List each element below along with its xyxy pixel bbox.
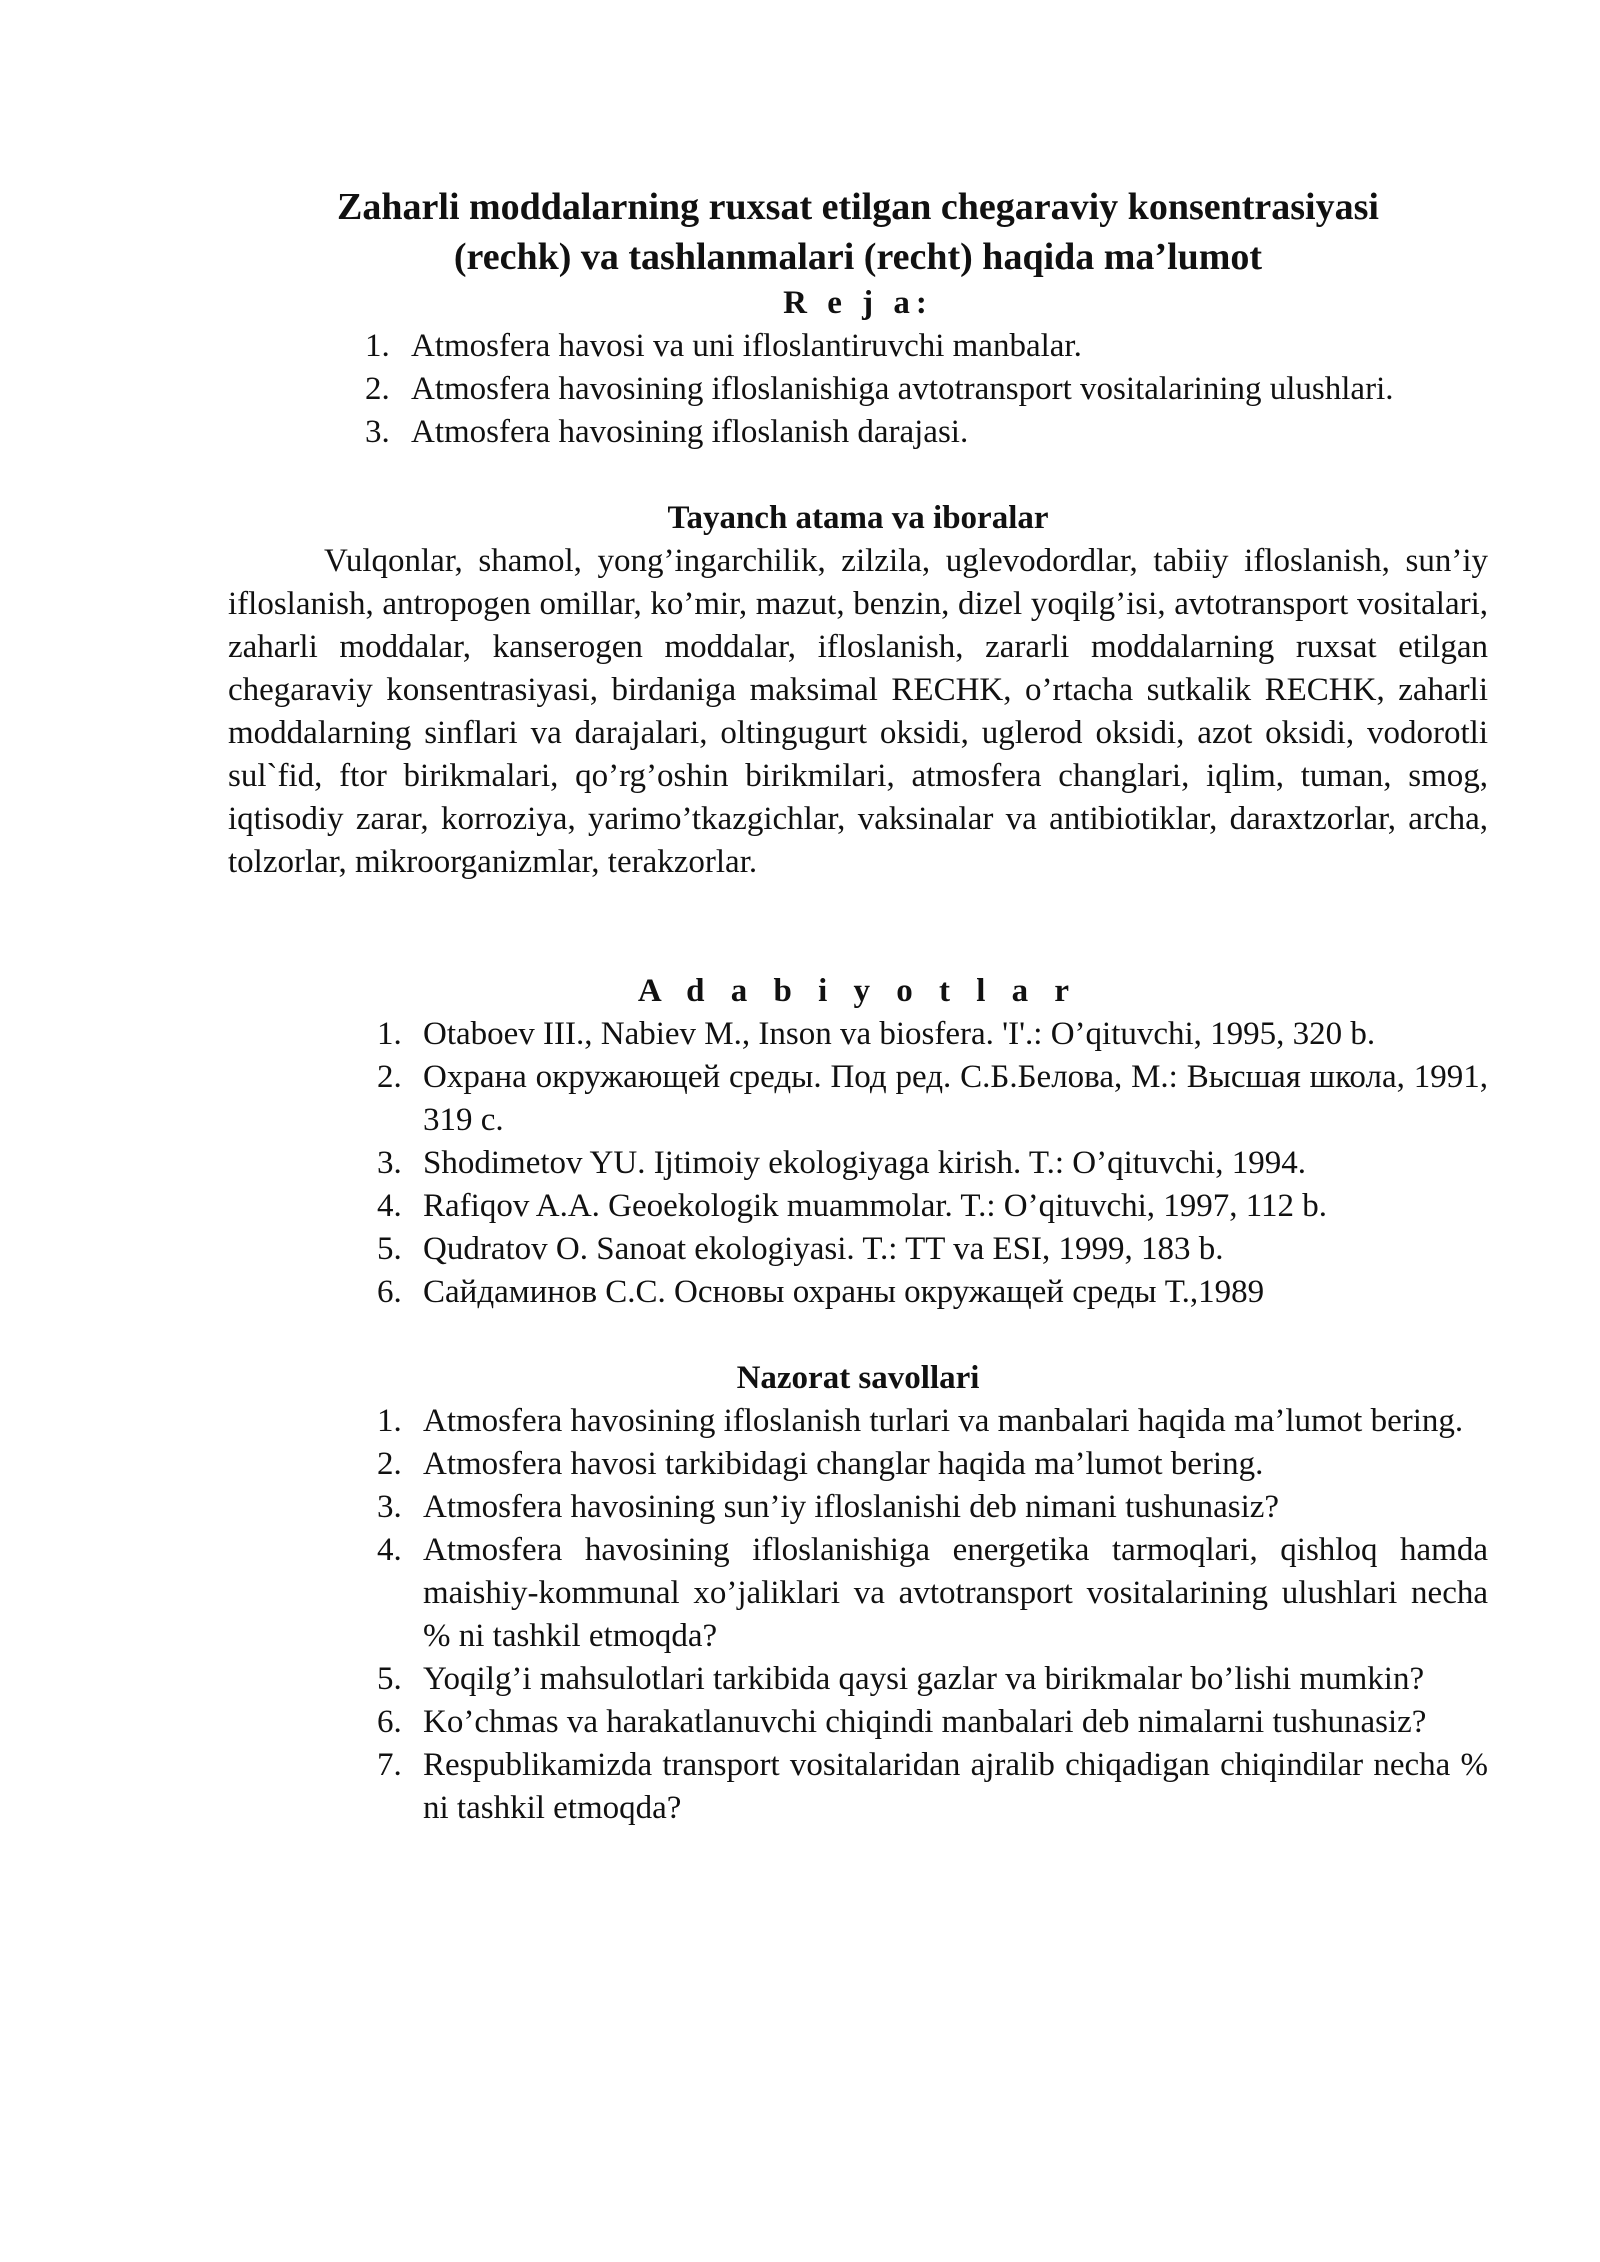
question-item-number: 2. xyxy=(377,1446,402,1482)
literature-item-number: 5. xyxy=(377,1231,402,1267)
literature-item-number: 3. xyxy=(377,1145,402,1181)
document-page xyxy=(228,182,1488,1830)
question-item xyxy=(377,1529,1488,1658)
literature-item-number: 2. xyxy=(377,1059,402,1095)
plan-item xyxy=(365,411,1488,454)
question-item-number: 3. xyxy=(377,1489,402,1525)
plan-item-text: Atmosfera havosi va uni ifloslantiruvchi manbalar. xyxy=(411,328,1082,364)
question-item-number: 5. xyxy=(377,1661,402,1697)
question-item xyxy=(377,1658,1488,1701)
question-item-text: Respublikamizda transport vositalaridan ajralib chiqadigan chiqindilar necha % ni tashkil etmoqda? xyxy=(423,1747,1488,1826)
literature-item-text: Otaboev III., Nabiev M., Inson va biosfera. 'I'.: O’qituvchi, 1995, 320 b. xyxy=(423,1016,1376,1052)
plan-item xyxy=(365,325,1488,368)
question-item-text: Atmosfera havosi tarkibidagi changlar haqida ma’lumot bering. xyxy=(423,1446,1264,1482)
literature-item xyxy=(377,1185,1488,1228)
plan-item-text: Atmosfera havosining ifloslanishiga avtotransport vositalarining ulushlari. xyxy=(411,371,1394,407)
plan-list xyxy=(365,325,1488,454)
literature-item xyxy=(377,1271,1488,1314)
plan-heading: R e j a: xyxy=(783,285,933,321)
question-item-text: Yoqilg’i mahsulotlari tarkibida qaysi gazlar va birikmalar bo’lishi mumkin? xyxy=(423,1661,1425,1697)
question-item xyxy=(377,1701,1488,1744)
literature-item-text: Сайдаминов С.С. Основы охраны окружащей среды Т.,1989 xyxy=(423,1274,1265,1310)
literature-item xyxy=(377,1013,1488,1056)
literature-item-number: 1. xyxy=(377,1016,402,1052)
question-item-number: 4. xyxy=(377,1532,402,1568)
literature-item-text: Охрана окружающей среды. Под ред. С.Б.Белова, М.: Высшая школа, 1991, 319 с. xyxy=(423,1059,1488,1138)
keywords-heading: Tayanch atama va iboralar xyxy=(667,500,1049,536)
literature-item xyxy=(377,1142,1488,1185)
plan-item-number: 2. xyxy=(365,371,390,407)
questions-heading: Nazorat savollari xyxy=(736,1360,980,1396)
question-item xyxy=(377,1400,1488,1443)
literature-heading: A d a b i y o t l a r xyxy=(637,973,1079,1009)
literature-item xyxy=(377,1056,1488,1142)
question-item xyxy=(377,1486,1488,1529)
question-item xyxy=(377,1443,1488,1486)
question-item-number: 1. xyxy=(377,1403,402,1439)
literature-item-text: Qudratov O. Sanoat ekologiyasi. T.: TT va ESI, 1999, 183 b. xyxy=(423,1231,1224,1267)
literature-item-text: Rafiqov A.A. Geoekologik muammolar. T.: O’qituvchi, 1997, 112 b. xyxy=(423,1188,1328,1224)
literature-list xyxy=(377,1013,1488,1314)
question-item-text: Atmosfera havosining sun’iy ifloslanishi deb nimani tushunasiz? xyxy=(423,1489,1280,1525)
literature-item xyxy=(377,1228,1488,1271)
title-line-1: Zaharli moddalarning ruxsat etilgan chegaraviy konsentrasiyasi xyxy=(337,186,1379,228)
questions-list xyxy=(377,1400,1488,1830)
keywords-paragraph: Vulqonlar, shamol, yong’ingarchilik, zilzila, uglevodordlar, tabiiy ifloslanish, sun’iy ifloslanish, antropogen omillar, ko’mir, mazut, benzin, dizel yoqilg’isi, avtotransport vositalari, zaharli moddalar, kanserogen moddalar, ifloslanish, zararli moddalarning ruxsat etilgan chegaraviy konsentrasiyasi, birdaniga maksimal RECHK, o’rtacha sutkalik RECHK, zaharli moddalarning sinflari va darajalari, oltingugurt oksidi, uglerod oksidi, azot oksidi, vodorotli sul`fid, ftor birikmalari, qo’rg’oshin birikmilari, atmosfera changlari, iqlim, tuman, smog, iqtisodiy zarar, korroziya, yarimo’tkazgichlar, vaksinalar va antibiotiklar, daraxtzorlar, archa, tolzorlar, mikroorganizmlar, terakzorlar. xyxy=(228,543,1488,880)
question-item-text: Atmosfera havosining ifloslanishiga energetika tarmoqlari, qishloq hamda maishiy-kommunal xo’jaliklari va avtotransport vositalarining ulushlari necha % ni tashkil etmoqda? xyxy=(423,1532,1488,1654)
plan-item-number: 1. xyxy=(365,328,390,364)
plan-item xyxy=(365,368,1488,411)
question-item-text: Ko’chmas va harakatlanuvchi chiqindi manbalari deb nimalarni tushunasiz? xyxy=(423,1704,1427,1740)
literature-item-number: 6. xyxy=(377,1274,402,1310)
question-item-number: 7. xyxy=(377,1747,402,1783)
title-line-2: (rechk) va tashlanmalari (recht) haqida ma’lumot xyxy=(453,236,1263,278)
literature-item-text: Shodimetov YU. Ijtimoiy ekologiyaga kirish. T.: O’qituvchi, 1994. xyxy=(423,1145,1306,1181)
document-title xyxy=(228,182,1488,282)
literature-item-number: 4. xyxy=(377,1188,402,1224)
plan-item-text: Atmosfera havosining ifloslanish darajasi. xyxy=(411,414,969,450)
question-item-text: Atmosfera havosining ifloslanish turlari va manbalari haqida ma’lumot bering. xyxy=(423,1403,1464,1439)
question-item-number: 6. xyxy=(377,1704,402,1740)
question-item xyxy=(377,1744,1488,1830)
plan-item-number: 3. xyxy=(365,414,390,450)
